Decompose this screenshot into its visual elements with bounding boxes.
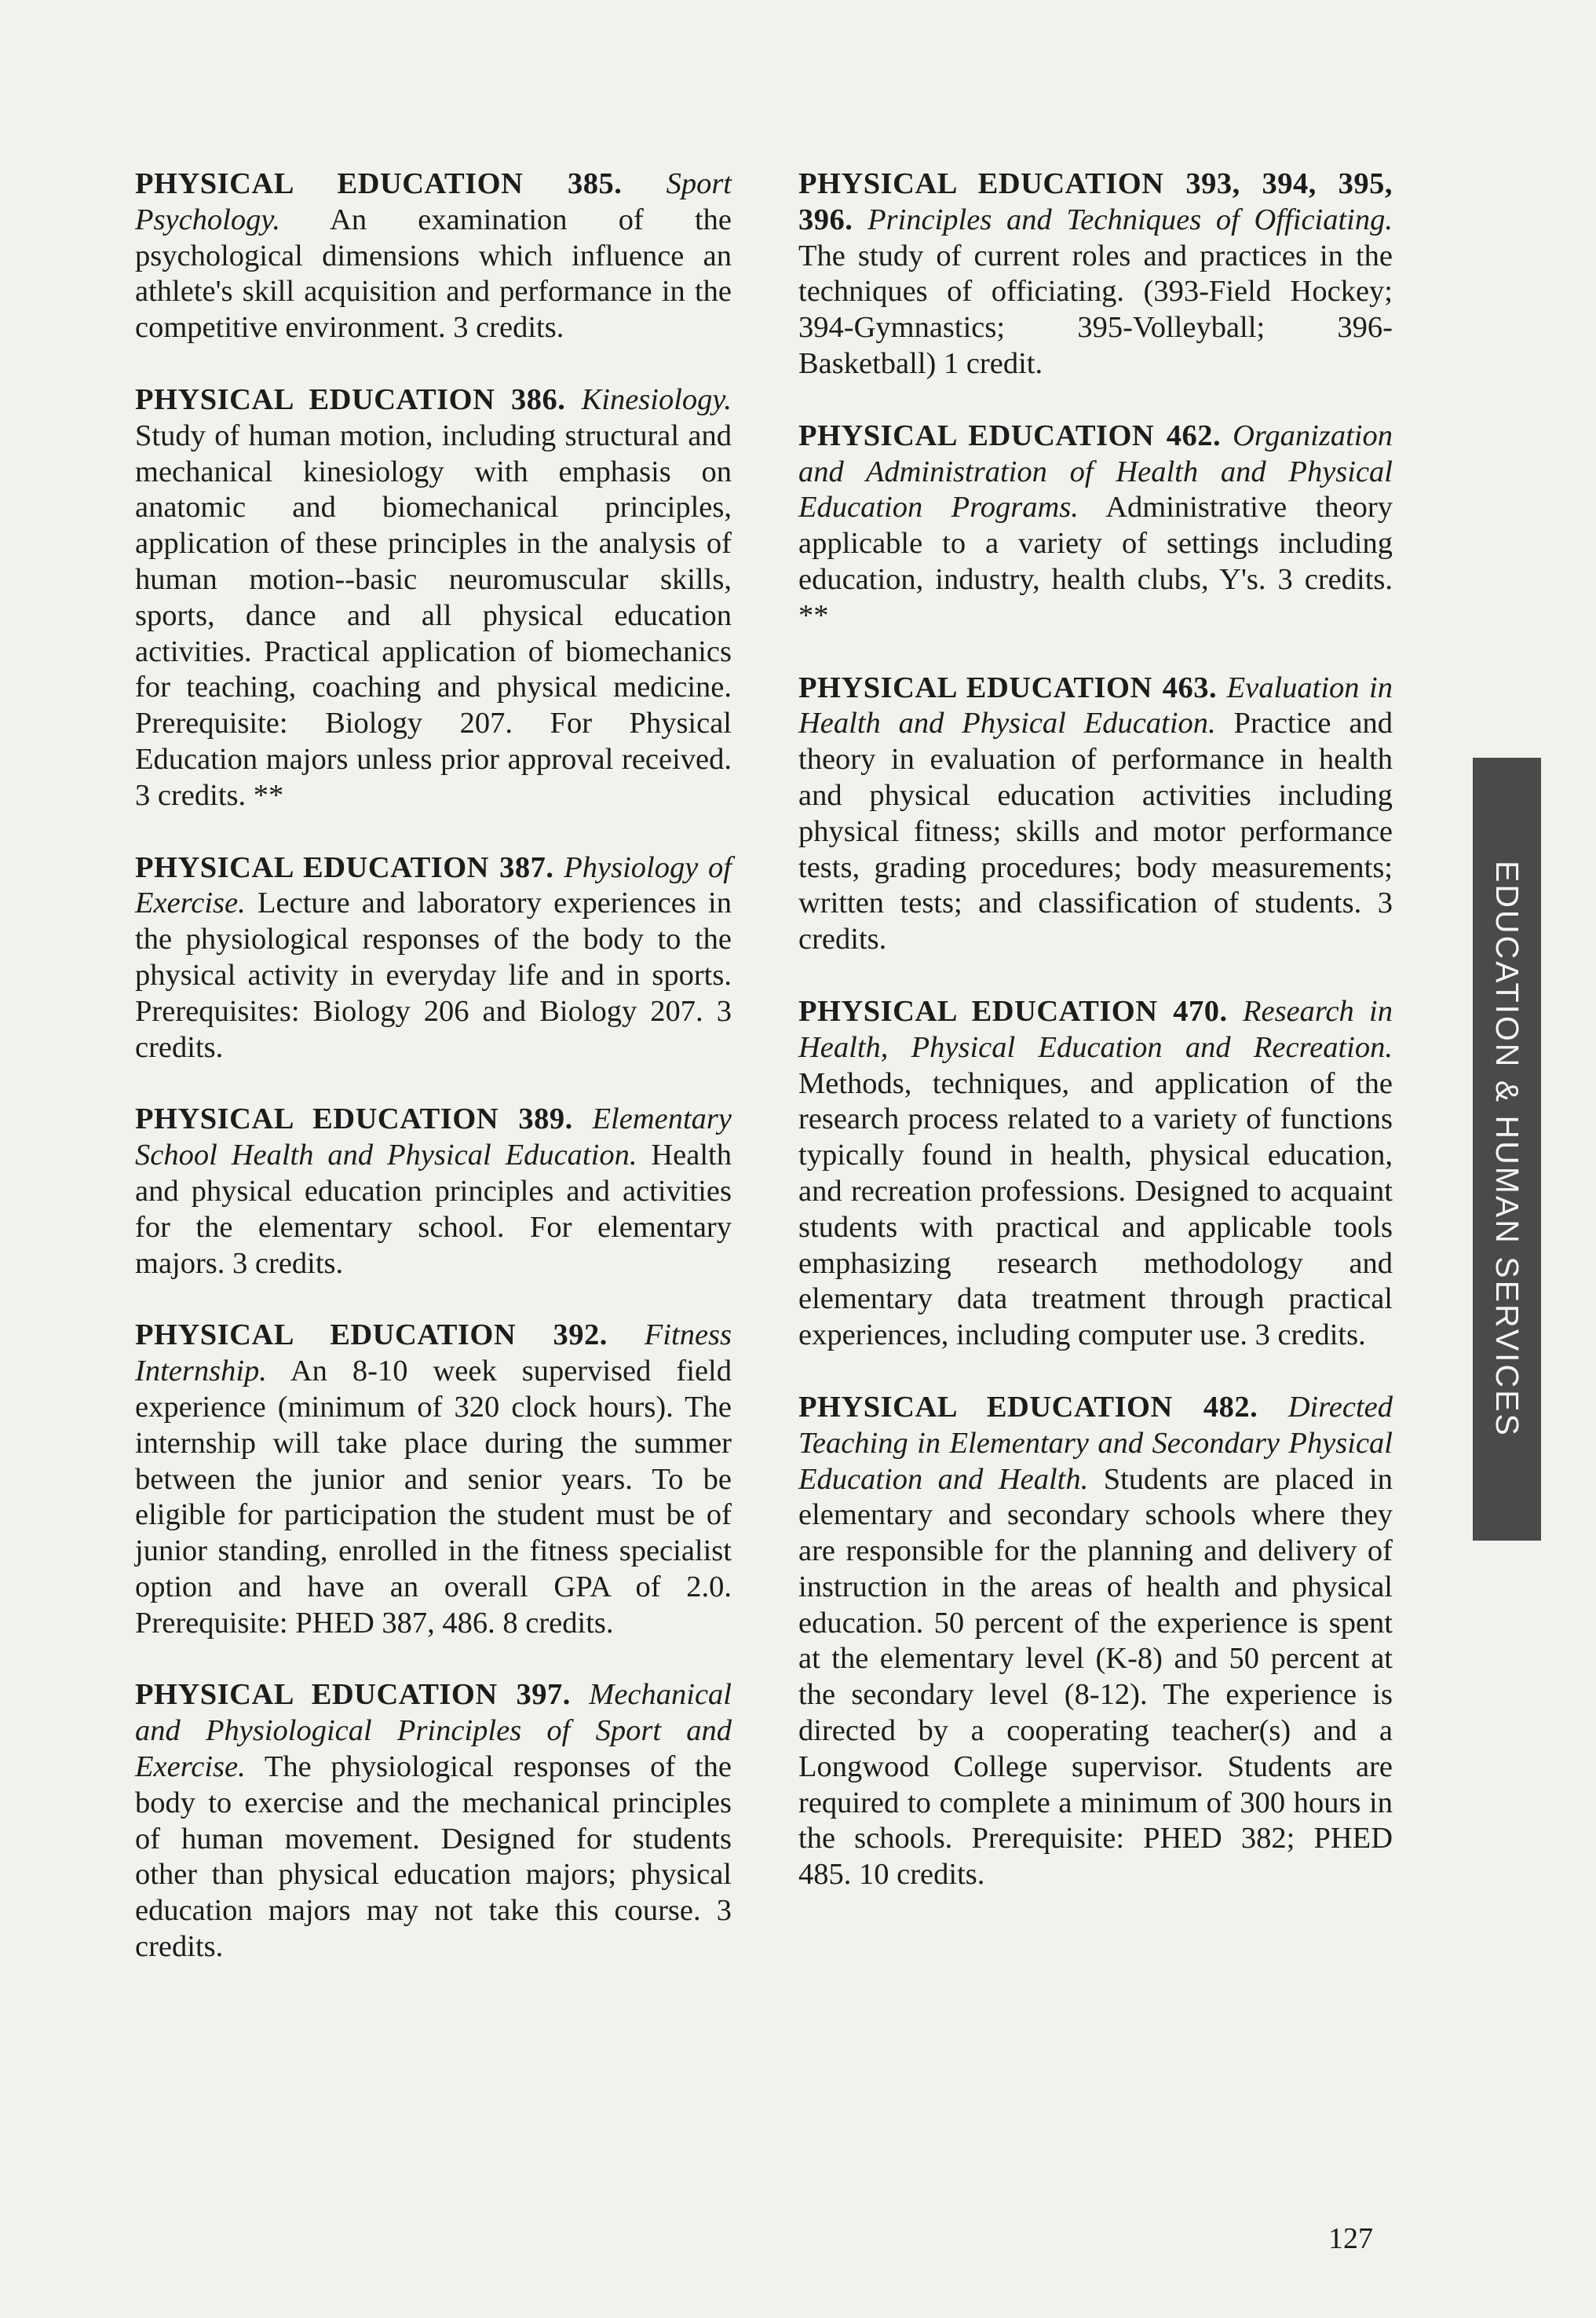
course-title: Organization and Administration of Health and Physical Education Programs. bbox=[798, 419, 1393, 525]
course-entry-pe-387 bbox=[135, 850, 732, 1066]
course-title: Research in Health, Physical Education and Recreation. bbox=[798, 994, 1393, 1064]
course-entry-pe-462 bbox=[798, 419, 1393, 634]
course-code: PHYSICAL EDUCATION 387. bbox=[135, 850, 554, 884]
course-description: Practice and theory in evaluation of performance in health and physical education activities including physical fitness; skills and motor performance tests, grading procedures; body measurements; written tests; and classification of students. 3 credits. bbox=[798, 707, 1393, 956]
course-code: PHYSICAL EDUCATION 393, 394, 395, 396. bbox=[798, 167, 1393, 236]
course-code: PHYSICAL EDUCATION 385. bbox=[135, 167, 623, 200]
course-description: Administrative theory applicable to a variety of settings including education, industry, health clubs, Y's. 3 credits. ** bbox=[798, 491, 1393, 632]
course-description: Health and physical education principles and activities for the elementary school. For elementary majors. 3 credits. bbox=[135, 1139, 732, 1280]
course-title: Fitness Internship. bbox=[135, 1318, 732, 1388]
course-code: PHYSICAL EDUCATION 397. bbox=[135, 1678, 571, 1712]
course-title: Kinesiology. bbox=[581, 382, 732, 416]
course-code: PHYSICAL EDUCATION 386. bbox=[135, 382, 566, 416]
course-entry-pe-385 bbox=[135, 166, 732, 346]
course-description: An examination of the psychological dimensions which influence an athlete's skill acquisition and performance in the competitive environment. 3 credits. bbox=[135, 203, 732, 345]
course-title: Evaluation in Health and Physical Education. bbox=[798, 671, 1393, 740]
course-description: The study of current roles and practices in the techniques of officiating. (393-Field Hockey; 394-Gymnastics; 395-Volleyball; 396-Basketball) 1 credit. bbox=[798, 239, 1393, 380]
course-code: PHYSICAL EDUCATION 470. bbox=[798, 994, 1228, 1028]
right-column bbox=[798, 166, 1393, 1929]
course-title: Principles and Techniques of Officiating. bbox=[867, 203, 1393, 236]
course-code: PHYSICAL EDUCATION 482. bbox=[798, 1390, 1258, 1424]
course-title: Elementary School Health and Physical Education. bbox=[135, 1102, 732, 1172]
course-code: PHYSICAL EDUCATION 389. bbox=[135, 1102, 573, 1136]
course-entry-pe-393-396 bbox=[798, 166, 1393, 382]
course-code: PHYSICAL EDUCATION 392. bbox=[135, 1318, 608, 1352]
course-title: Physiology of Exercise. bbox=[135, 850, 732, 920]
course-title: Mechanical and Physiological Principles of Sport and Exercise. bbox=[135, 1678, 732, 1784]
course-entry-pe-397 bbox=[135, 1677, 732, 1965]
left-column bbox=[135, 166, 732, 2002]
course-description: An 8-10 week supervised field experience (minimum of 320 clock hours). The internship will take place during the summer between the junior and senior years. To be eligible for participation the student must be of junior standing, enrolled in the fitness specialist option and have an overall GPA of 2.0. Prerequisite: PHED 387, 486. 8 credits. bbox=[135, 1355, 732, 1640]
course-description: Methods, techniques, and application of the research process related to a variety of functions typically found in health, physical education, and recreation professions. Designed to acquaint students with practical and applicable tools emphasizing research methodology and elementary data treatment through practical experiences, including computer use. 3 credits. bbox=[798, 1066, 1393, 1352]
course-title: Sport Psychology. bbox=[135, 167, 732, 236]
course-code: PHYSICAL EDUCATION 463. bbox=[798, 671, 1218, 704]
section-side-tab-label: EDUCATION & HUMAN SERVICES bbox=[1489, 861, 1525, 1438]
course-entry-pe-470 bbox=[798, 994, 1393, 1354]
section-side-tab bbox=[1473, 758, 1541, 1541]
course-description: Students are placed in elementary and secondary schools where they are responsible for the planning and delivery of instruction in the areas of health and physical education. 50 percent of the experience is spent at the elementary level (K-8) and 50 percent at the secondary level (8-12). The experience is directed by a cooperating teacher(s) and a Longwood College supervisor. Students are required to complete a minimum of 300 hours in the schools. Prerequisite: PHED 382; PHED 485. 10 credits. bbox=[798, 1462, 1393, 1892]
course-title: Directed Teaching in Elementary and Secondary Physical Education and Health. bbox=[798, 1390, 1393, 1496]
course-description: Lecture and laboratory experiences in the physiological responses of the body to the physical activity in everyday life and in sports. Prerequisites: Biology 206 and Biology 207. 3 credits. bbox=[135, 887, 732, 1064]
course-entry-pe-482 bbox=[798, 1390, 1393, 1893]
course-entry-pe-389 bbox=[135, 1102, 732, 1281]
course-entry-pe-386 bbox=[135, 382, 732, 814]
course-description: Study of human motion, including structural and mechanical kinesiology with emphasis on anatomic and biomechanical principles, application of these principles in the analysis of human motion--basic neuromuscular skills, sports, dance and all physical education activities. Practical application of biomechanics for teaching, coaching and physical medicine. Prerequisite: Biology 207. For Physical Education majors unless prior approval received. 3 credits. ** bbox=[135, 419, 732, 812]
course-code: PHYSICAL EDUCATION 462. bbox=[798, 419, 1222, 452]
course-description: The physiological responses of the body to exercise and the mechanical principles of human movement. Designed for students other than physical education majors; physical education majors may not take this course. 3 credits. bbox=[135, 1750, 732, 1964]
page-number: 127 bbox=[1328, 2222, 1373, 2255]
course-entry-pe-463 bbox=[798, 671, 1393, 958]
course-entry-pe-392 bbox=[135, 1318, 732, 1641]
